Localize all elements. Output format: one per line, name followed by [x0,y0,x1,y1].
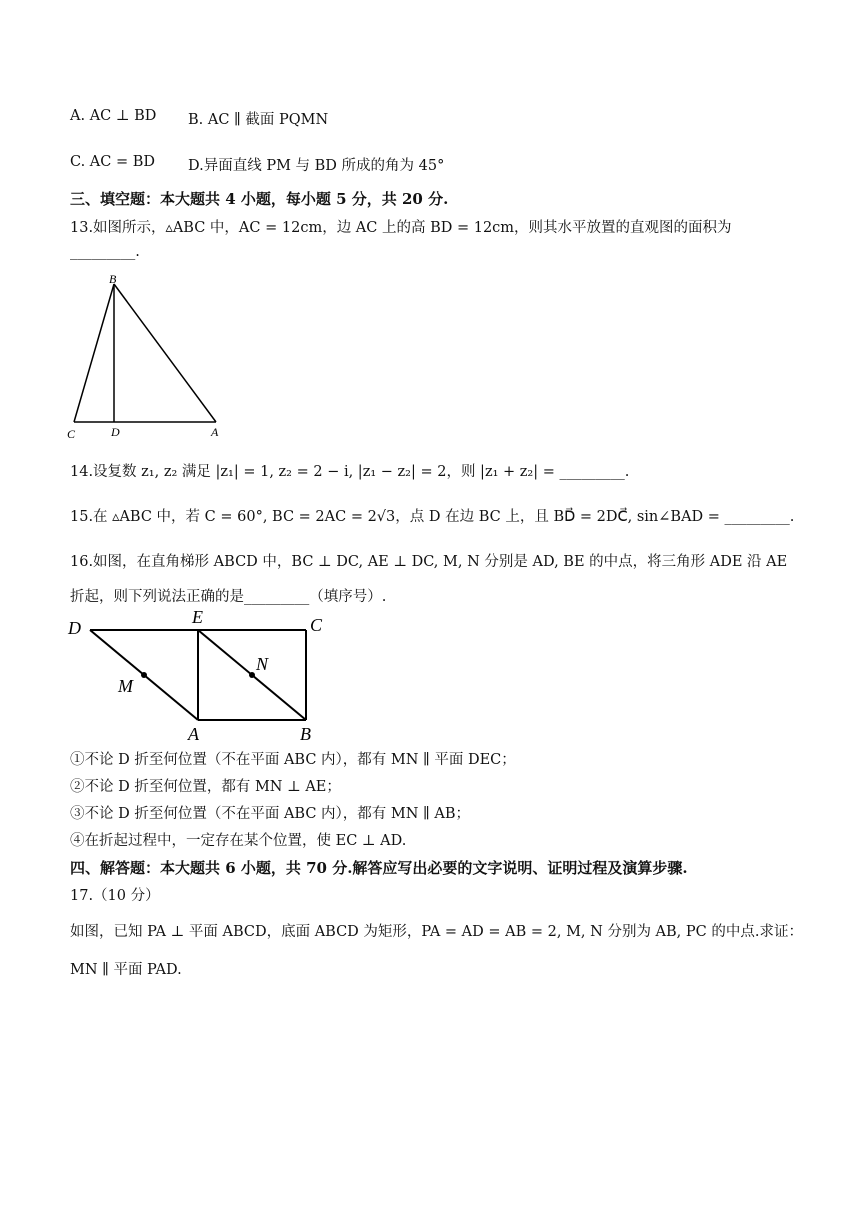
option-a: A. AC ⊥ BD [70,108,157,124]
point-m [141,672,147,678]
section4-heading: 四、解答题：本大题共 6 小题，共 70 分.解答应写出必要的文字说明、证明过程及演算步骤. [70,859,688,877]
q14-text: 14.设复数 z₁, z₂ 满足 |z₁| = 1, z₂ = 2 − i, |z₁ − z₂| = 2，则 |z₁ + z₂| = _________. [70,464,630,480]
label-e: E [192,607,203,627]
option-b: B. AC ∥ 截面 PQMN [188,112,329,128]
statement-1: ①不论 D 折至何位置（不在平面 ABC 内），都有 MN ∥ 平面 DEC； [70,752,516,768]
q15-text: 15.在 ▵ABC 中，若 C = 60°, BC = 2AC = 2√3，点 D 在边 BC 上，且 BD⃗ = 2DC⃗, sin∠BAD = _________. [70,509,795,525]
option-c: C. AC = BD [70,154,156,170]
label-d: D [111,425,120,439]
section3-heading: 三、填空题：本大题共 4 小题，每小题 5 分，共 20 分. [70,190,449,208]
q16-line2: 折起，则下列说法正确的是_________（填序号）. [70,589,387,605]
statement-3: ③不论 D 折至何位置（不在平面 ABC 内），都有 MN ∥ AB； [70,806,470,822]
point-n [249,672,255,678]
statement-2: ②不论 D 折至何位置，都有 MN ⊥ AE； [70,779,341,795]
figure-16-trapezoid [62,604,332,746]
q17-score: 17.（10 分） [70,888,160,904]
option-d: D.异面直线 PM 与 BD 所成的角为 45° [188,158,445,174]
label-n: N [256,654,269,674]
q13-blank: _________. [70,244,140,260]
label-b: B [109,272,117,286]
label-a: A [188,724,199,744]
label-b: B [300,724,311,744]
label-m: M [118,676,133,696]
q13-text: 13.如图所示，▵ABC 中，AC = 12cm，边 AC 上的高 BD = 12cm，则其水平放置的直观图的面积为 [70,220,732,236]
side-ba [114,284,216,422]
label-c: C [310,615,323,635]
label-c: C [67,427,76,441]
label-d: D [68,618,81,638]
q17-line2: MN ∥ 平面 PAD. [70,962,182,978]
label-a: A [211,425,219,439]
statement-4: ④在折起过程中，一定存在某个位置，使 EC ⊥ AD. [70,833,407,849]
q17-line1: 如图，已知 PA ⊥ 平面 ABCD，底面 ABCD 为矩形，PA = AD = AB = 2, M, N 分别为 AB, PC 的中点.求证： [70,924,803,940]
figure-13-triangle [64,272,224,444]
side-cb [74,284,114,422]
q16-line1: 16.如图，在直角梯形 ABCD 中，BC ⊥ DC, AE ⊥ DC, M, N 分别是 AD, BE 的中点，将三角形 ADE 沿 AE [70,554,788,570]
